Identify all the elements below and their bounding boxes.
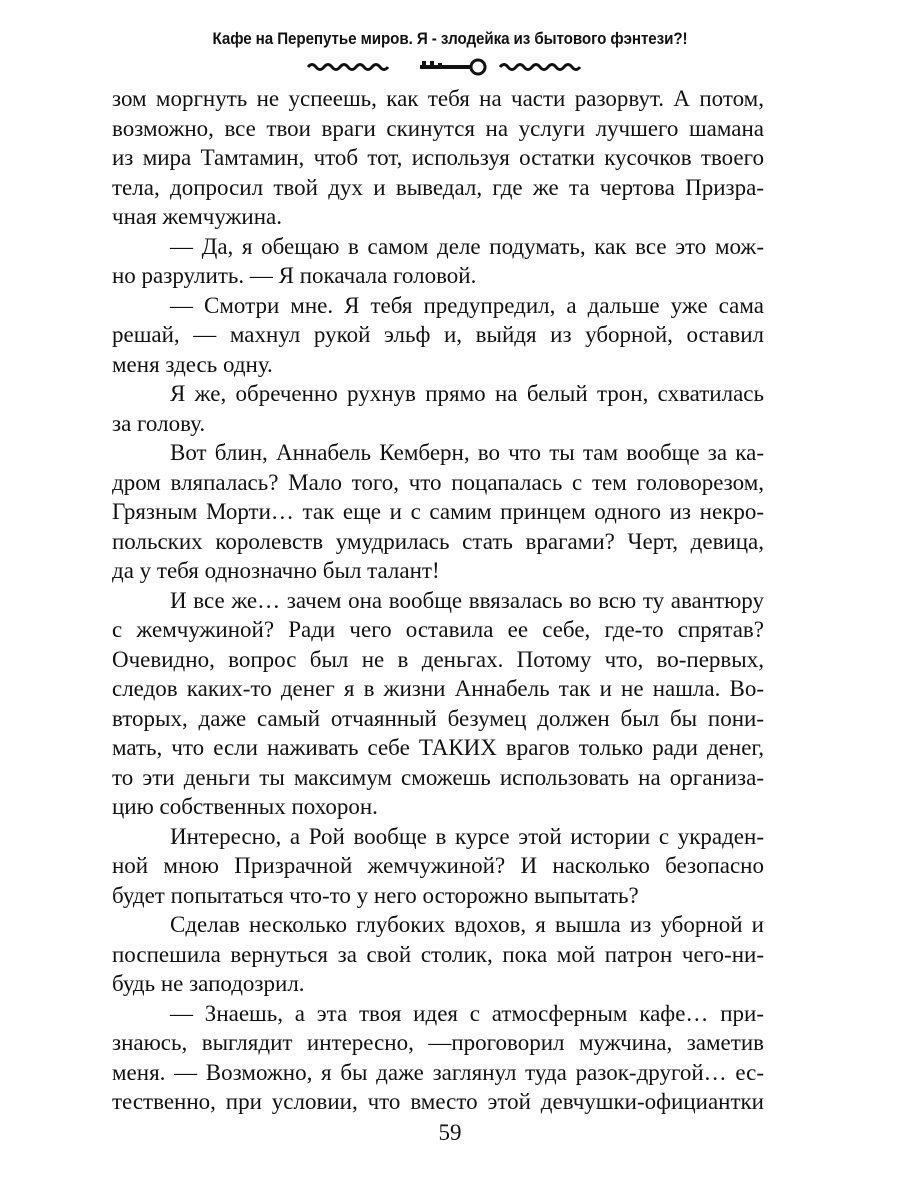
text-line: меня. — Возможно, я бы даже заглянул туда разок-другой… ес- — [112, 1059, 764, 1085]
text-line: польских королевств умудрилась стать врагами? Черт, девица, — [112, 528, 764, 554]
text-line: зом моргнуть не успеешь, как тебя на части разорвут. А потом, — [112, 86, 764, 111]
text-line: с жемчужиной? Ради чего оставила ее себе, где-то спрятав? — [112, 617, 764, 642]
text-line: чная жемчужина. — [112, 204, 282, 229]
text-line: будет попытаться что-то у него осторожно выпытать? — [112, 882, 639, 908]
text-line: цию собственных похорон. — [112, 794, 378, 819]
text-line: то эти деньги ты максимум сможешь использовать на организа- — [112, 764, 764, 790]
text-line: Я же, обреченно рухнув прямо на белый трон, схватилась — [170, 381, 764, 406]
text-line: вторых, даже самый отчаянный безумец должен был бы пони- — [112, 705, 764, 731]
text-line: меня здесь одну. — [112, 351, 273, 377]
text-line: из мира Тамтамин, чтоб тот, используя остатки кусочков твоего — [112, 145, 764, 170]
body-text — [112, 84, 764, 1117]
text-line: решай, — махнул рукой эльф и, выйдя из уборной, оставил — [112, 322, 764, 347]
key-ornament-icon — [300, 56, 600, 78]
text-line: Вот блин, Аннабель Кемберн, во что ты там вообще за ка- — [170, 440, 764, 465]
text-line: знаюсь, выглядит интересно, —проговорил мужчина, заметив — [112, 1030, 764, 1055]
text-line: — Да, я обещаю в самом деле подумать, как все это мож- — [170, 233, 764, 259]
text-line: тественно, при условии, что вместо этой девчушки-официантки — [112, 1089, 764, 1114]
text-line: да у тебя однозначно был талант! — [112, 558, 440, 583]
text-line: И все же… зачем она вообще ввязалась во всю ту авантюру — [170, 587, 764, 613]
page-number: 59 — [438, 1120, 462, 1145]
text-line: Грязным Морти… так еще и с самим принцем одного из некро- — [112, 499, 764, 524]
text-line: но разрулить. — Я покачала головой. — [112, 263, 477, 288]
text-line: Интересно, а Рой вообще в курсе этой истории с украден- — [170, 823, 764, 849]
text-line: Сделав несколько глубоких вдохов, я вышла из уборной и — [170, 912, 764, 937]
text-line: поспешила вернуться за свой столик, пока мой патрон чего-ни- — [112, 941, 764, 967]
text-line: ной мною Призрачной жемчужиной? И насколько безопасно — [112, 853, 764, 878]
text-line: следов каких-то денег я в жизни Аннабель так и не нашла. Во- — [112, 676, 764, 701]
running-header: Кафе на Перепутье миров. Я - злодейка из бытового фэнтези?! — [212, 30, 688, 48]
text-line: Очевидно, вопрос был не в деньгах. Потому что, во-первых, — [112, 646, 764, 672]
text-line: тела, допросил твой дух и выведал, где же та чертова Призра- — [112, 174, 764, 200]
text-line: возможно, все твои враги скинутся на услуги лучшего шамана — [112, 115, 764, 141]
text-line: за голову. — [112, 410, 206, 436]
text-line: мать, что если наживать себе ТАКИХ врагов только ради денег, — [112, 735, 764, 760]
text-line: — Смотри мне. Я тебя предупредил, а дальше уже сама — [170, 292, 764, 318]
text-line: будь не заподозрил. — [112, 971, 305, 996]
text-line: дром вляпалась? Мало того, что поцапалась с тем головорезом, — [112, 469, 764, 495]
text-line: — Знаешь, а эта твоя идея с атмосферным кафе… при- — [170, 1000, 764, 1026]
